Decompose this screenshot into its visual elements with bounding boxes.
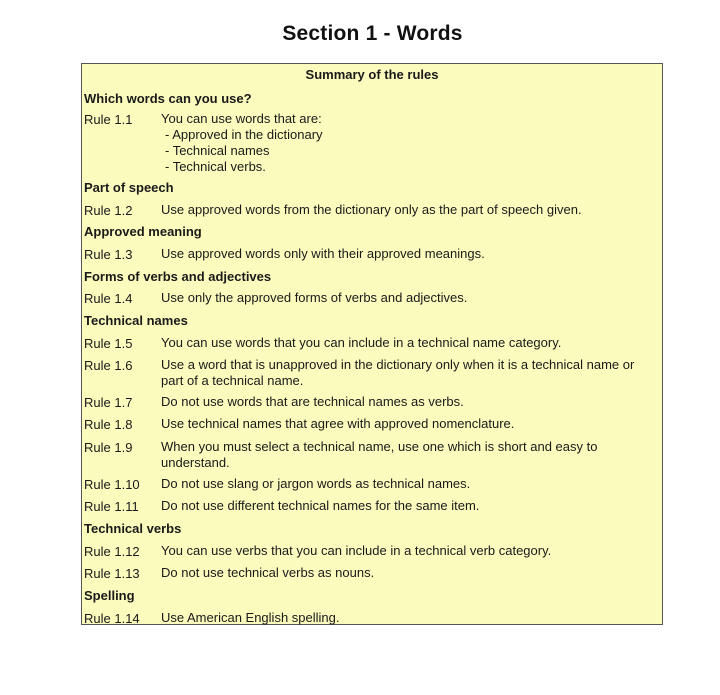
rule-text-main: You can use words that are: bbox=[161, 111, 322, 126]
category-heading: Technical verbs bbox=[84, 521, 182, 536]
rule-number: Rule 1.1 bbox=[84, 112, 133, 127]
rule-number: Rule 1.4 bbox=[84, 291, 133, 306]
rule-text bbox=[161, 476, 651, 492]
rule-number: Rule 1.2 bbox=[84, 203, 133, 218]
rule-number: Rule 1.7 bbox=[84, 395, 133, 410]
rule-text bbox=[161, 290, 651, 306]
rule-text-main: Do not use slang or jargon words as technical names. bbox=[161, 476, 471, 491]
rule-text bbox=[161, 111, 651, 175]
rule-text-main: When you must select a technical name, use one which is short and easy to understand. bbox=[161, 439, 598, 470]
summary-heading: Summary of the rules bbox=[305, 67, 439, 82]
rule-text bbox=[161, 439, 651, 471]
rule-sub-item: - Technical verbs. bbox=[165, 159, 266, 174]
rule-text bbox=[161, 610, 651, 626]
rule-text-main: Use a word that is unapproved in the dictionary only when it is a technical name or part of a technical name. bbox=[161, 357, 635, 388]
rule-number: Rule 1.14 bbox=[84, 611, 140, 626]
rule-text bbox=[161, 335, 651, 351]
rule-text bbox=[161, 416, 651, 432]
rule-text-main: Do not use different technical names for the same item. bbox=[161, 498, 480, 513]
rule-text bbox=[161, 498, 651, 514]
rule-text-main: Use approved words only with their approved meanings. bbox=[161, 246, 485, 261]
rule-text-main: You can use verbs that you can include in a technical verb category. bbox=[161, 543, 552, 558]
rule-number: Rule 1.12 bbox=[84, 544, 140, 559]
category-heading: Forms of verbs and adjectives bbox=[84, 269, 272, 284]
rule-text-main: Do not use technical verbs as nouns. bbox=[161, 565, 375, 580]
rule-number: Rule 1.8 bbox=[84, 417, 133, 432]
rule-text-main: You can use words that you can include in a technical name category. bbox=[161, 335, 562, 350]
category-heading: Part of speech bbox=[84, 180, 174, 195]
rule-number: Rule 1.5 bbox=[84, 336, 133, 351]
rule-text-main: Do not use words that are technical names as verbs. bbox=[161, 394, 464, 409]
rule-text bbox=[161, 246, 651, 262]
rule-text bbox=[161, 565, 651, 581]
rule-text bbox=[161, 543, 651, 559]
rule-text-main: Use technical names that agree with approved nomenclature. bbox=[161, 416, 515, 431]
category-heading: Technical names bbox=[84, 313, 188, 328]
rule-text-main: Use only the approved forms of verbs and adjectives. bbox=[161, 290, 468, 305]
rule-number: Rule 1.3 bbox=[84, 247, 133, 262]
rule-text bbox=[161, 357, 651, 389]
rule-text-main: Use American English spelling. bbox=[161, 610, 340, 625]
rules-summary-table bbox=[81, 63, 663, 625]
rule-number: Rule 1.9 bbox=[84, 440, 133, 455]
rule-sub-item: - Approved in the dictionary bbox=[165, 127, 323, 142]
page-title: Section 1 - Words bbox=[282, 22, 463, 45]
rule-number: Rule 1.13 bbox=[84, 566, 140, 581]
rule-sub-item: - Technical names bbox=[165, 143, 270, 158]
category-heading: Which words can you use? bbox=[84, 91, 252, 106]
rule-number: Rule 1.6 bbox=[84, 358, 133, 373]
rule-number: Rule 1.10 bbox=[84, 477, 140, 492]
category-heading: Spelling bbox=[84, 588, 135, 603]
rule-text-main: Use approved words from the dictionary only as the part of speech given. bbox=[161, 202, 582, 217]
rule-text bbox=[161, 394, 651, 410]
rule-number: Rule 1.11 bbox=[84, 499, 139, 514]
category-heading: Approved meaning bbox=[84, 224, 202, 239]
rule-text bbox=[161, 202, 651, 218]
